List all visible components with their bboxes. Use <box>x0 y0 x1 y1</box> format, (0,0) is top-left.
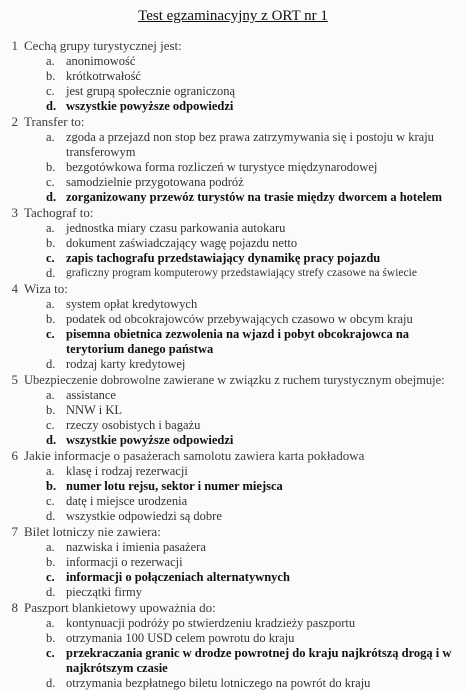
question-number: 1 <box>11 38 18 53</box>
question <box>0 372 466 448</box>
question-text: Cechą grupy turystycznej jest: <box>24 38 182 53</box>
correct-answer-text: pisemna obietnica zezwolenia na wjazd i pobyt obcokrajowca na terytorium danego państwa <box>66 327 410 356</box>
answer-letter: b. <box>46 479 57 493</box>
question-text: Tachograf to: <box>24 205 94 220</box>
correct-answer-text: zapis tachografu przedstawiający dynamikę pracy pojazdu <box>66 251 381 265</box>
answer-text: graficzny program komputerowy przedstawiający strefy czasowe na świecie <box>66 267 417 279</box>
answer-text: jednostka miary czasu parkowania autokaru <box>66 221 286 235</box>
answer-letter: b. <box>46 403 56 417</box>
correct-answer-text: zorganizowany przewóz turystów na trasie między dworcem a hotelem <box>66 190 443 204</box>
answer-letter: d. <box>46 676 56 690</box>
question-text: Ubezpieczenie dobrowolne zawierane w związku z ruchem turystycznym obejmuje: <box>24 373 445 387</box>
answer-text: samodzielnie przygotowana podróż <box>66 175 244 189</box>
question-list <box>0 38 466 691</box>
question <box>0 524 466 600</box>
answer-letter: c. <box>46 327 55 341</box>
question <box>0 114 466 205</box>
answer-text: klasę i rodzaj rezerwacji <box>66 464 188 478</box>
correct-answer-text: wszystkie powyższe odpowiedzi <box>66 433 234 447</box>
question-number: 2 <box>11 114 18 129</box>
answer-text: kontynuacji podróży po stwierdzeniu kradzieży paszportu <box>66 616 356 630</box>
answer-letter: a. <box>46 464 55 478</box>
answer-letter: a. <box>46 221 55 235</box>
question-number: 4 <box>11 281 18 296</box>
answer-letter: b. <box>46 631 56 645</box>
answer-text: krótkotrwałość <box>66 69 141 83</box>
answer-text: pieczątki firmy <box>66 585 143 599</box>
correct-answer-text: numer lotu rejsu, sektor i numer miejsca <box>66 479 283 493</box>
question <box>0 205 466 281</box>
answer-letter: b. <box>46 69 56 83</box>
question-number: 7 <box>11 524 18 539</box>
question-number: 3 <box>11 205 18 220</box>
answer-letter: b. <box>46 160 56 174</box>
correct-answer-text: informacji o połączeniach alternatywnych <box>66 570 290 584</box>
document-title: Test egzaminacyjny z ORT nr 1 <box>138 8 328 24</box>
answer-letter: c. <box>46 646 55 660</box>
answer-text: otrzymania 100 USD celem powrotu do kraju <box>66 631 295 645</box>
answer-text: anonimowość <box>66 54 136 68</box>
answer-letter: b. <box>46 312 56 326</box>
answer-letter: d. <box>46 585 56 599</box>
answer-letter: a. <box>46 130 55 144</box>
correct-answer-text: przekraczania granic w drodze powrotnej do kraju najkrótszą drogą i w najkrótszym czasie <box>66 646 452 675</box>
answer-text: datę i miejsce urodzenia <box>66 494 188 508</box>
answer-letter: a. <box>46 388 55 402</box>
question-text: Transfer to: <box>24 114 85 129</box>
answer-text: rodzaj karty kredytowej <box>66 357 186 371</box>
answer-letter: a. <box>46 297 55 311</box>
answer-letter: c. <box>46 570 55 584</box>
answer-letter: d. <box>46 509 56 523</box>
answer-letter: d. <box>46 190 57 204</box>
answer-text: assistance <box>66 388 116 402</box>
question-text: Paszport blankietowy upoważnia do: <box>24 600 216 615</box>
answer-text: dokument zaświadczający wagę pojazdu netto <box>66 236 298 250</box>
answer-letter: d. <box>46 99 57 113</box>
answer-letter: c. <box>46 175 55 189</box>
question-text: Wiza to: <box>24 281 68 296</box>
answer-text: jest grupą społecznie ograniczoną <box>66 84 236 98</box>
answer-text: otrzymania bezpłatnego biletu lotniczego na powrót do kraju <box>66 676 371 690</box>
answer-text: informacji o rezerwacji <box>66 555 183 569</box>
answer-text: nazwiska i imienia pasażera <box>66 540 206 554</box>
question <box>0 281 466 372</box>
answer-text: bezgotówkowa forma rozliczeń w turystyce międzynarodowej <box>66 160 378 174</box>
question-text: Jakie informacje o pasażerach samolotu zawiera karta pokładowa <box>24 448 365 463</box>
question <box>0 600 466 691</box>
answer-letter: c. <box>46 84 55 98</box>
answer-letter: a. <box>46 540 55 554</box>
answer-letter: d. <box>46 433 57 447</box>
answer-letter: d. <box>46 266 56 280</box>
question-number: 6 <box>11 448 18 463</box>
question-text: Bilet lotniczy nie zawiera: <box>24 524 161 539</box>
answer-letter: c. <box>46 418 55 432</box>
answer-letter: c. <box>46 494 55 508</box>
question-number: 5 <box>11 372 18 387</box>
answer-text: rzeczy osobistych i bagażu <box>66 418 201 432</box>
answer-letter: d. <box>46 357 56 371</box>
question-number: 8 <box>11 600 18 615</box>
answer-text: NNW i KL <box>66 403 123 417</box>
answer-text: wszystkie odpowiedzi są dobre <box>66 509 222 523</box>
answer-letter: a. <box>46 616 55 630</box>
question <box>0 38 466 114</box>
answer-letter: c. <box>46 251 55 265</box>
correct-answer-text: wszystkie powyższe odpowiedzi <box>66 99 234 113</box>
question <box>0 448 466 524</box>
answer-letter: a. <box>46 54 55 68</box>
answer-text: zgoda a przejazd non stop bez prawa zatrzymywania się i postoju w kraju transferowym <box>66 130 434 159</box>
answer-letter: b. <box>46 555 56 569</box>
answer-letter: b. <box>46 236 56 250</box>
answer-text: podatek od obcokrajowców przebywających czasowo w obcym kraju <box>66 312 413 326</box>
answer-text: system opłat kredytowych <box>66 297 198 311</box>
